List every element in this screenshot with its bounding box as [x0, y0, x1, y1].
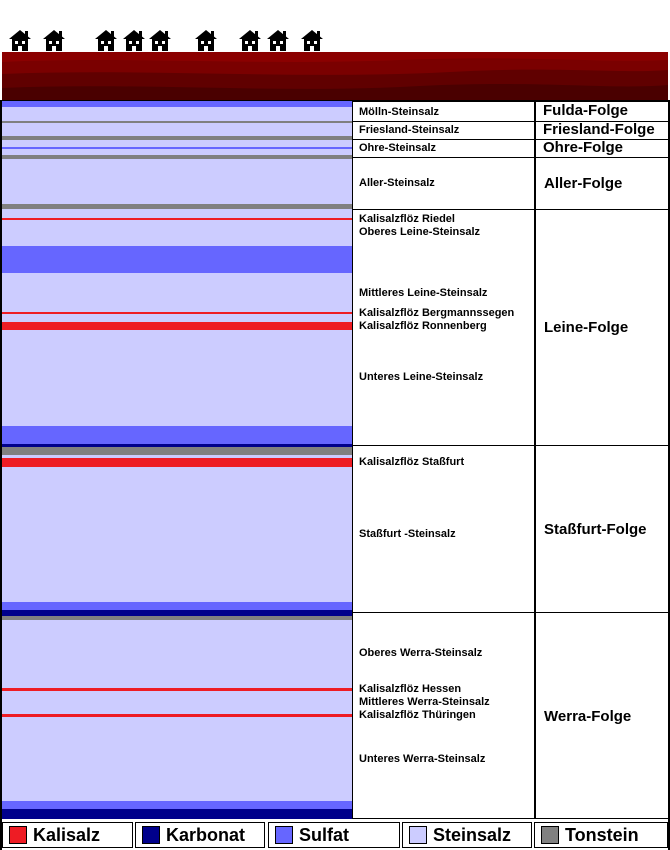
salt-label-unteres-leine: Unteres Leine-Steinsalz: [359, 371, 484, 383]
sulfat-layer: [2, 246, 352, 273]
group-label-fulda: Fulda-Folge: [543, 102, 628, 119]
legend-item-kalisalz: [2, 822, 133, 848]
house-icon: [122, 28, 146, 52]
sulfat-layer: [2, 801, 352, 809]
legend-label: Sulfat: [299, 825, 350, 845]
sulfat-layer: [2, 602, 352, 610]
salt-label-unteres-werra: Unteres Werra-Steinsalz: [359, 753, 486, 765]
kalisalz-layer: [2, 458, 352, 467]
legend-swatch: [541, 826, 559, 844]
salt-label-aller: Aller-Steinsalz: [359, 177, 435, 189]
legend-swatch: [409, 826, 427, 844]
salt-label-kalisalzfloez-thueringen: Kalisalzflöz Thüringen: [359, 709, 476, 721]
salt-label-stassfurt: Staßfurt -Steinsalz: [359, 528, 456, 540]
frame-divider-2: [534, 100, 536, 819]
kalisalz-layer: [2, 312, 352, 314]
salt-label-moelln: Mölln-Steinsalz: [359, 106, 440, 118]
sulfat-layer: [2, 101, 352, 107]
legend-label: Kalisalz: [33, 825, 101, 845]
salt-label-oberes-werra: Oberes Werra-Steinsalz: [359, 647, 483, 659]
house-icon: [266, 28, 290, 52]
group-label-ohre: Ohre-Folge: [543, 139, 624, 156]
row-separator: [352, 445, 668, 446]
group-label-friesland: Friesland-Folge: [543, 121, 655, 138]
kalisalz-layer: [2, 714, 352, 717]
legend-item-tonstein: [534, 822, 668, 848]
frame-divider-1: [352, 100, 353, 819]
stratigraphic-column: [2, 101, 352, 819]
legend-item-sulfat: [268, 822, 400, 848]
legend-swatch: [275, 826, 293, 844]
sulfat-layer: [2, 147, 352, 149]
house-icon: [42, 28, 66, 52]
salt-label-kalisalzfloez-hessen: Kalisalzflöz Hessen: [359, 683, 462, 695]
sulfat-layer: [2, 426, 352, 444]
salt-label-kalisalzfloez-riedel: Kalisalzflöz Riedel: [359, 213, 455, 225]
salt-label-kalisalzfloez-stassfurt: Kalisalzflöz Staßfurt: [359, 456, 465, 468]
legend-item-karbonat: [135, 822, 265, 848]
salt-label-mittleres-werra: Mittleres Werra-Steinsalz: [359, 696, 490, 708]
legend-item-steinsalz: [402, 822, 532, 848]
tonstein-layer: [2, 447, 352, 455]
group-label-werra: Werra-Folge: [544, 708, 632, 725]
row-separator: [352, 209, 668, 210]
kalisalz-layer: [2, 688, 352, 691]
legend-label: Steinsalz: [433, 825, 512, 845]
karbonat-layer: [2, 809, 352, 819]
salt-label-ohre: Ohre-Steinsalz: [359, 142, 437, 154]
tonstein-layer: [2, 121, 352, 123]
house-icon: [238, 28, 262, 52]
legend-swatch: [9, 826, 27, 844]
salt-label-friesland: Friesland-Steinsalz: [359, 124, 460, 136]
surface-section: [0, 0, 670, 100]
salt-label-mittleres-leine: Mittleres Leine-Steinsalz: [359, 287, 488, 299]
tonstein-layer: [2, 204, 352, 209]
group-label-stassfurt: Staßfurt-Folge: [544, 521, 647, 538]
salt-label-kalisalzfloez-bergmannssegen: Kalisalzflöz Bergmannssegen: [359, 307, 515, 319]
tonstein-layer: [2, 616, 352, 620]
house-icon: [300, 28, 324, 52]
row-separator: [352, 612, 668, 613]
tonstein-layer: [2, 155, 352, 159]
legend: [0, 819, 670, 850]
legend-label: Tonstein: [565, 825, 639, 845]
legend-label: Karbonat: [166, 825, 246, 845]
kalisalz-layer: [2, 218, 352, 220]
house-icon: [8, 28, 32, 52]
tonstein-layer: [2, 136, 352, 140]
legend-swatch: [142, 826, 160, 844]
group-label-leine: Leine-Folge: [544, 319, 629, 336]
group-label-aller: Aller-Folge: [544, 175, 623, 192]
kalisalz-layer: [2, 322, 352, 330]
salt-label-kalisalzfloez-ronnenberg: Kalisalzflöz Ronnenberg: [359, 320, 487, 332]
house-icon: [194, 28, 218, 52]
row-separator: [352, 157, 668, 158]
house-icon: [148, 28, 172, 52]
house-icon: [94, 28, 118, 52]
salt-label-oberes-leine: Oberes Leine-Steinsalz: [359, 226, 481, 238]
